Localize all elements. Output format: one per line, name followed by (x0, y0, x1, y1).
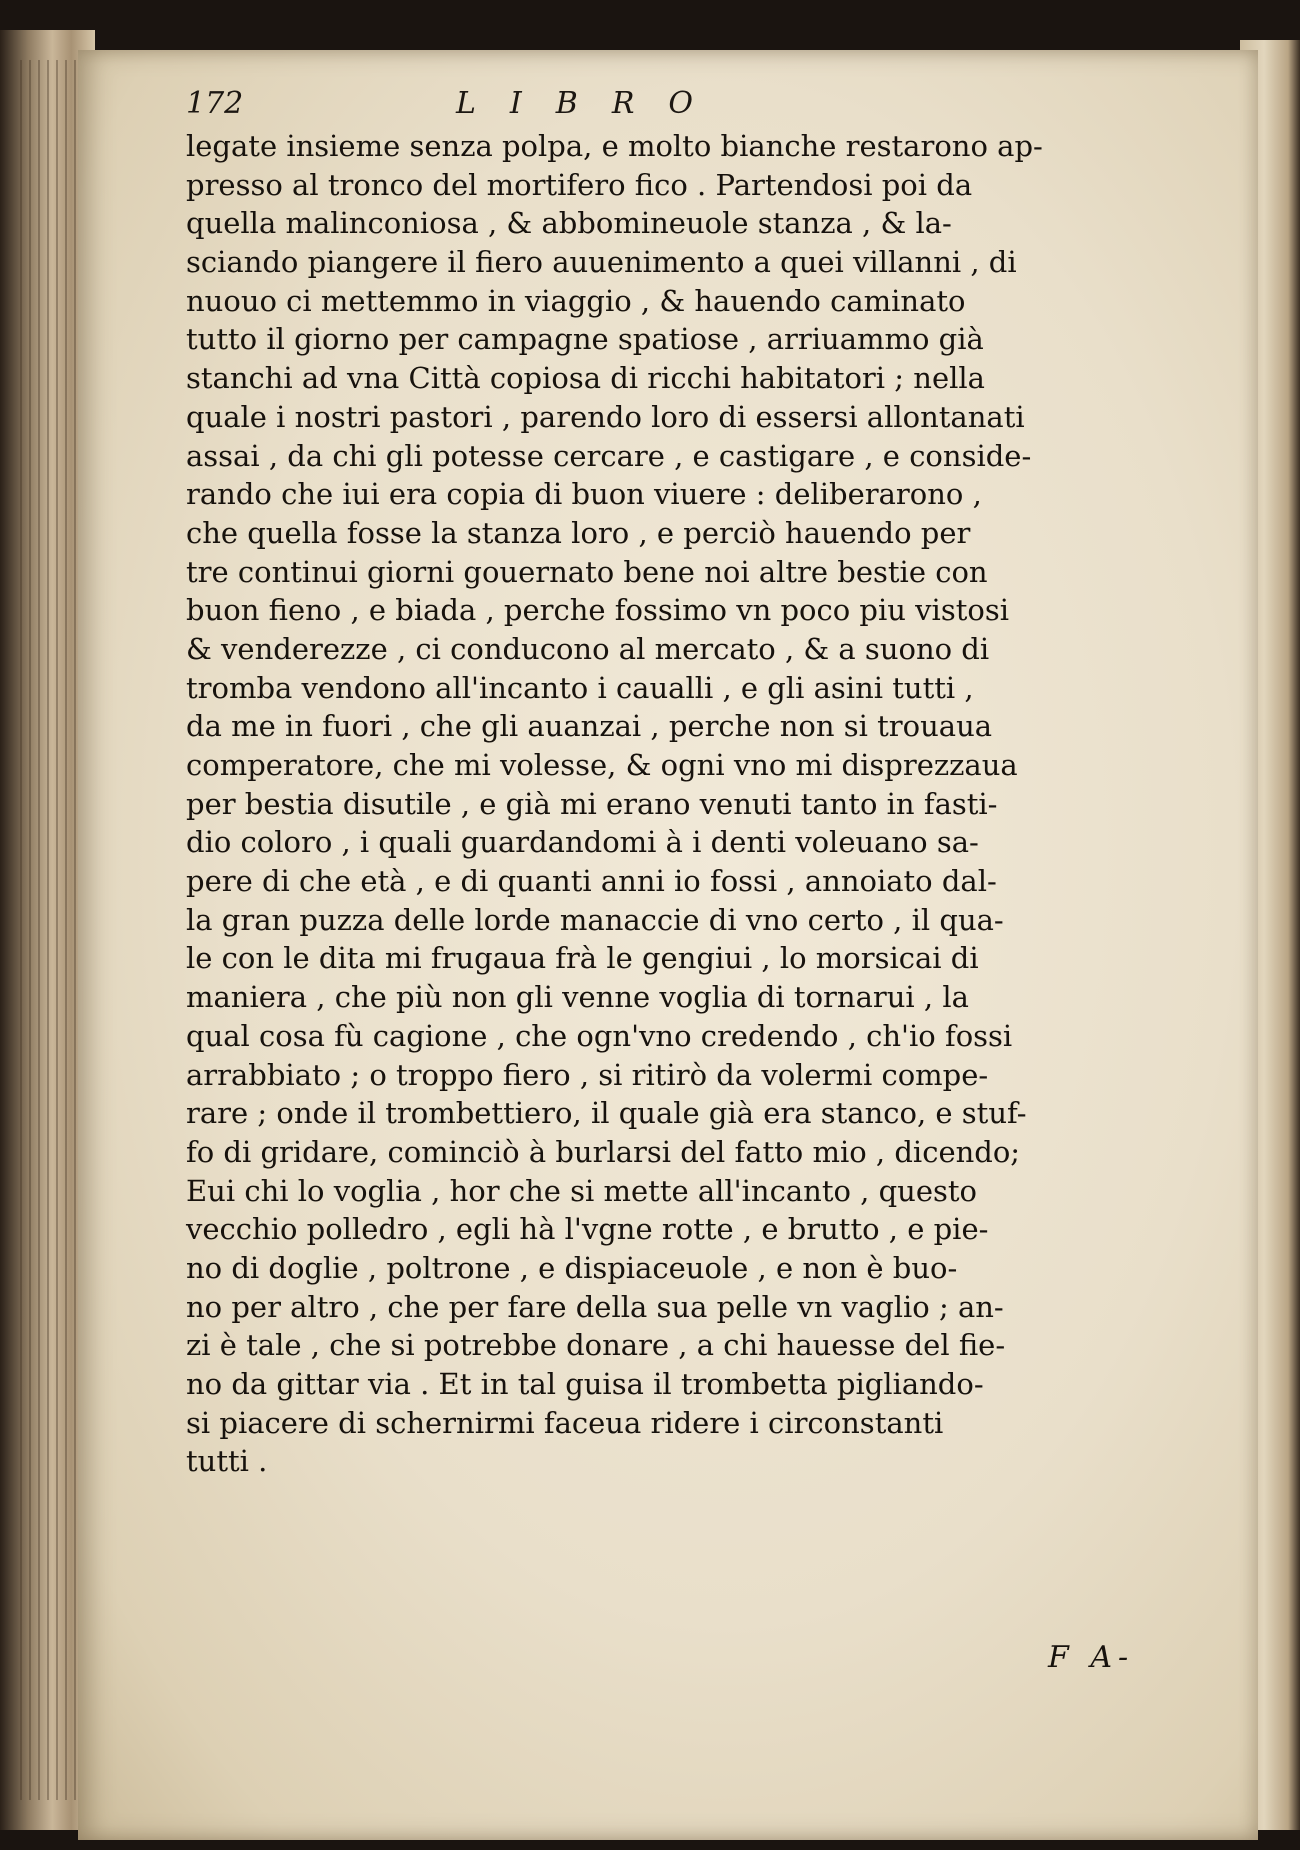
text-line: rando che iui era copia di buon viuere : deliberarono , (186, 477, 982, 512)
text-line: Eui chi lo voglia , hor che si mette all'incanto , questo (186, 1173, 977, 1208)
text-line: la gran puzza delle lorde manaccie di vno certo , il qua- (186, 902, 1004, 937)
text-line: si piacere di schernirmi faceua ridere i circonstanti (186, 1405, 944, 1440)
page-header (186, 86, 1066, 132)
text-line: per bestia disutile , e già mi erano venuti tanto in fasti- (186, 786, 998, 821)
text-line: zi è tale , che si potrebbe donare , a chi hauesse del fie- (186, 1328, 1006, 1363)
text-line: no per altro , che per fare della sua pelle vn vaglio ; an- (186, 1289, 1004, 1324)
text-line: maniera , che più non gli venne voglia di tornarui , la (186, 980, 969, 1015)
text-line: assai , da chi gli potesse cercare , e castigare , e conside- (186, 438, 1032, 473)
catchword: F A- (1048, 1640, 1135, 1675)
text-line: tutti . (186, 1444, 268, 1479)
text-line: dio coloro , i quali guardandomi à i denti voleuano sa- (186, 825, 979, 860)
text-line: quale i nostri pastori , parendo loro di essersi allontanati (186, 399, 1025, 434)
text-line: le con le dita mi frugaua frà le gengiui , lo morsicai di (186, 941, 979, 976)
text-line: no di doglie , poltrone , e dispiaceuole , e non è buo- (186, 1250, 958, 1285)
text-line: da me in fuori , che gli auanzai , perche non si trouaua (186, 709, 993, 744)
text-line: che quella fosse la stanza loro , e perciò hauendo per (186, 515, 971, 550)
text-line: sciando piangere il fiero auuenimento a quei villanni , di (186, 245, 1017, 280)
text-line: vecchio polledro , egli hà l'vgne rotte , e brutto , e pie- (186, 1212, 989, 1247)
text-line: tromba vendono all'incanto i caualli , e gli asini tutti , (186, 670, 974, 705)
text-line: comperatore, che mi volesse, & ogni vno mi disprezzaua (186, 748, 1018, 782)
text-line: buon fieno , e biada , perche fossimo vn poco piu vistosi (186, 593, 1009, 628)
text-line: pere di che età , e di quanti anni io fossi , annoiato dal- (186, 864, 997, 899)
running-head: LIBRO (456, 86, 728, 121)
body-text (186, 127, 1186, 1481)
text-line: presso al tronco del mortifero fico . Partendosi poi da (186, 167, 973, 202)
text-line: legate insieme senza polpa, e molto bianche restarono ap- (186, 129, 1043, 163)
text-line: nuouo ci mettemmo in viaggio , & hauendo caminato (186, 283, 966, 318)
text-line: no da gittar via . Et in tal guisa il trombetta pigliando- (186, 1367, 984, 1401)
text-line: fo di gridare, cominciò à burlarsi del fatto mio , dicendo; (186, 1134, 1021, 1169)
text-line: & venderezze , ci conducono al mercato , & a suono di (186, 631, 990, 666)
text-line: tre continui giorni gouernato bene noi altre bestie con (186, 554, 988, 589)
text-line: arrabbiato ; o troppo fiero , si ritirò da volermi compe- (186, 1057, 989, 1092)
text-line: rare ; onde il trombettiero, il quale già era stanco, e stuf- (186, 1096, 1027, 1131)
text-line: qual cosa fù cagione , che ogn'vno credendo , ch'io fossi (186, 1018, 1013, 1053)
text-line: quella malinconiosa , & abbomineuole stanza , & la- (186, 206, 952, 241)
text-line: stanchi ad vna Città copiosa di ricchi habitatori ; nella (186, 361, 985, 396)
page-number: 172 (186, 86, 244, 121)
text-line: tutto il giorno per campagne spatiose , arriuammo già (186, 322, 984, 357)
